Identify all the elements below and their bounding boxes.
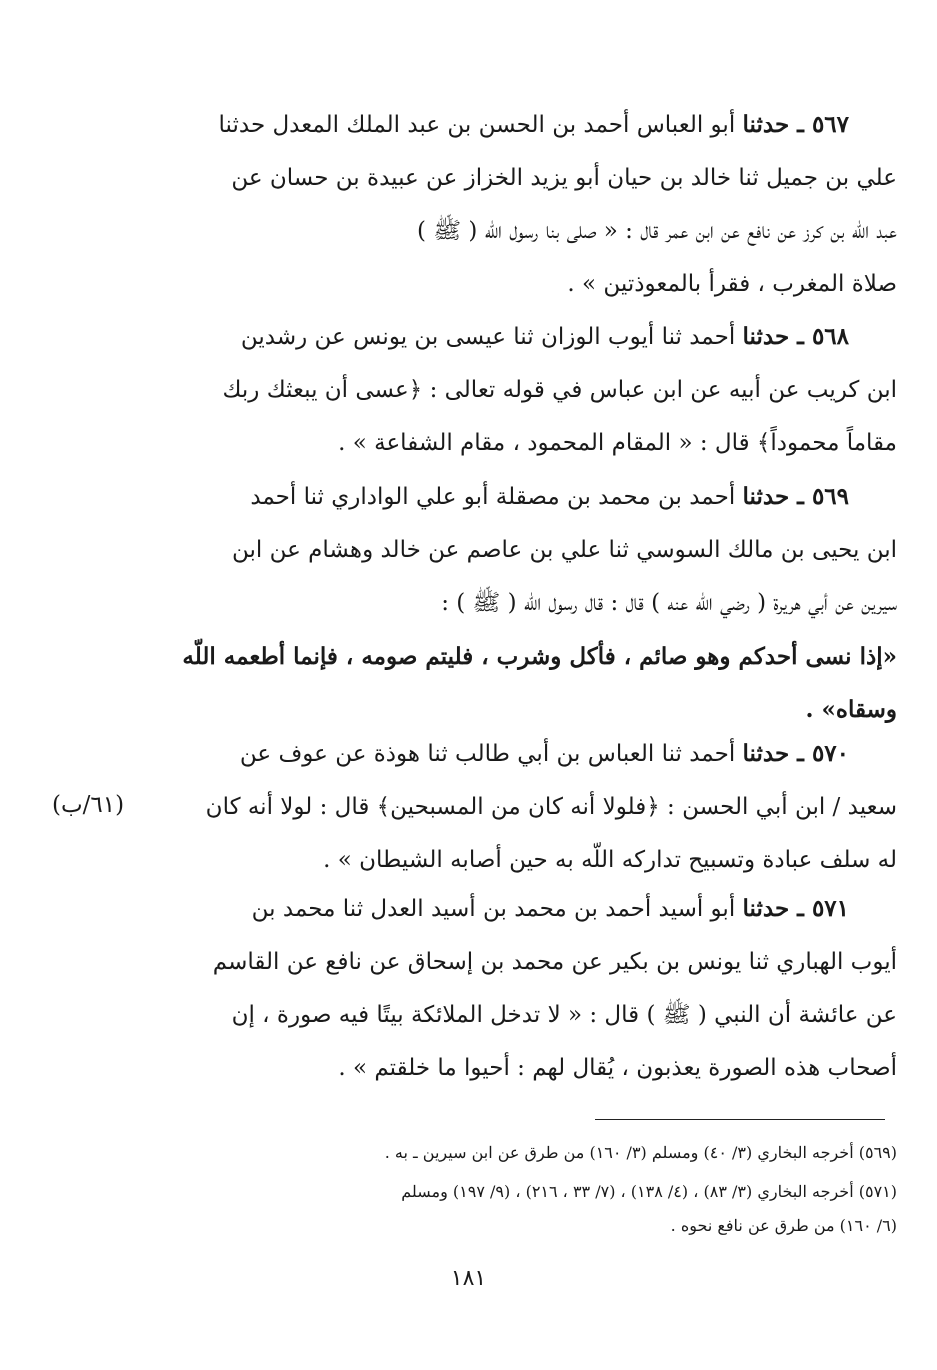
hadith-number: ٥٧٠ (811, 740, 849, 767)
footnote-line: (٥٦٩) أخرجه البخاري (٣/ ٤٠) ومسلم (٣/ ١٦٠) من طرق عن ابن سيرين ـ به . (384, 1143, 897, 1162)
hadith-first-line: ٥٦٩ ـ حدثنا أحمد بن محمد بن مصقلة أبو علي الواداري ثنا أحمد (250, 483, 849, 510)
hadith-first-line: ٥٧٠ ـ حدثنا أحمد ثنا العباس بن أبي طالب ثنا هوذة عن عوف عن (239, 740, 849, 767)
hadith-line: سعيد / ابن أبي الحسن : ﴿فلولا أنه كان من المسبحين﴾ قال : لولا أنه كان (205, 794, 897, 820)
hadith-number: ٥٦٧ (811, 111, 849, 138)
hadith-569 (177, 470, 897, 736)
hadith-571 (177, 882, 897, 1095)
hadith-line: مقاماً محموداً﴾ قال : « المقام المحمود ، مقام الشفاعة » . (338, 430, 897, 456)
hadith-number: ٥٦٩ (811, 483, 849, 510)
footnote-571 (177, 1175, 897, 1243)
hadith-line: له سلف عبادة وتسبيح تداركه اللّه به حين أصابه الشيطان » . (323, 847, 897, 873)
hadith-keyword: حدثنا (742, 483, 790, 510)
hadith-line: ابن كريب عن أبيه عن ابن عباس في قوله تعالى : ﴿عسى أن يبعثك ربك (222, 377, 897, 403)
manuscript-folio-note: (٦١/ب) (52, 792, 125, 818)
hadith-keyword: حدثنا (742, 323, 790, 350)
hadith-line: صلاة المغرب ، فقرأ بالمعوذتين » . (567, 271, 897, 297)
hadith-line: «إذا نسى أحدكم وهو صائم ، فأكل وشرب ، فليتم صومه ، فإنما أطعمه اللّه (182, 643, 897, 670)
hadith-text: أبو أسيد أحمد بن محمد بن أسيد العدل ثنا محمد بن (251, 896, 736, 922)
hadith-keyword: حدثنا (742, 895, 790, 922)
hadith-first-line: ٥٧١ ـ حدثنا أبو أسيد أحمد بن محمد بن أسيد العدل ثنا محمد بن (251, 895, 849, 922)
hadith-line: علي بن جميل ثنا خالد بن حيان أبو يزيد الخزاز عن عبيدة بن حسان عن (231, 165, 897, 191)
hadith-570 (177, 727, 897, 887)
hadith-keyword: حدثنا (742, 111, 790, 138)
page-number: ١٨١ (450, 1266, 487, 1291)
hadith-text: أحمد بن محمد بن مصقلة أبو علي الواداري ثنا أحمد (250, 484, 736, 510)
hadith-first-line: ٥٦٨ ـ حدثنا أحمد ثنا أيوب الوزان ثنا عيسى بن يونس عن رشدين (240, 323, 849, 350)
hadith-text: أبو العباس أحمد بن الحسن بن عبد الملك المعدل حدثنا (218, 112, 736, 138)
hadith-line: ابن يحيى بن مالك السوسي ثنا علي بن عاصم عن خالد وهشام عن ابن (232, 537, 897, 563)
hadith-text: أحمد ثنا العباس بن أبي طالب ثنا هوذة عن عوف عن (239, 741, 736, 767)
footnote-divider (595, 1119, 885, 1120)
hadith-line: أصحاب هذه الصورة يعذبون ، يُقال لهم : أحيوا ما خلقتم » . (338, 1055, 897, 1081)
hadith-number: ٥٦٨ (811, 323, 849, 350)
hadith-number: ٥٧١ (811, 895, 849, 922)
hadith-568 (177, 310, 897, 470)
hadith-567 (177, 98, 897, 311)
footnote-line: (٥٧١) أخرجه البخاري (٣/ ٨٣) ، (٤/ ١٣٨) ، (٧/ ٣٣ ، ٢١٦) ، (٩/ ١٩٧) ومسلم (401, 1182, 897, 1201)
hadith-line: وسقاه» . (805, 696, 897, 723)
hadith-line: أيوب الهباري ثنا يونس بن بكير عن محمد بن إسحاق عن نافع عن القاسم (212, 949, 897, 975)
hadith-line: عن عائشة أن النبي ( ﷺ ) قال : « لا تدخل الملائكة بيتًا فيه صورة ، إن (231, 1002, 897, 1028)
footnote-line: (٦/ ١٦٠) من طرق عن نافع نحوه . (670, 1216, 897, 1235)
hadith-text: أحمد ثنا أيوب الوزان ثنا عيسى بن يونس عن رشدين (240, 324, 736, 350)
footnote-569 (177, 1136, 897, 1170)
hadith-line: عبد اللّه بن كرز عن نافع عن ابن عمر قال : « صلى بنا رسول اللّه ( ﷺ ) (417, 218, 897, 244)
hadith-keyword: حدثنا (742, 740, 790, 767)
hadith-first-line: ٥٦٧ ـ حدثنا أبو العباس أحمد بن الحسن بن عبد الملك المعدل حدثنا (218, 111, 849, 138)
hadith-line: سيرين عن أبي هريرة ( رضي اللّه عنه ) قال : قال رسول اللّه ( ﷺ ) : (441, 590, 897, 616)
